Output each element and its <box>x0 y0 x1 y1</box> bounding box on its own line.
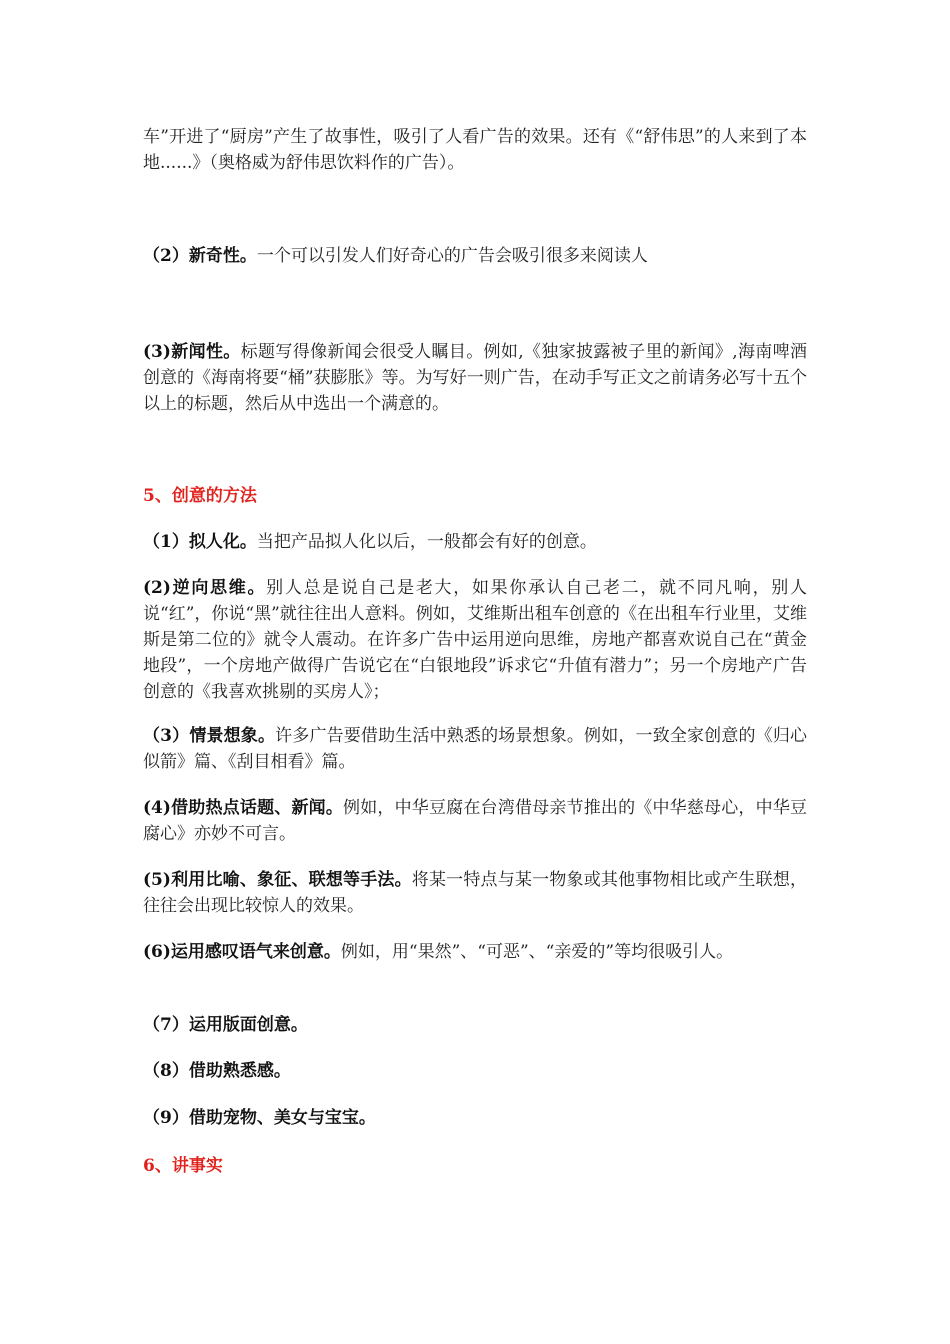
list-item <box>143 529 807 555</box>
list-item <box>143 795 807 847</box>
item-text: 许多广告要借助生活中熟悉的场景想象。例如，一致全家创意的《归心似箭》篇、《刮目相看》篇。 <box>143 726 807 772</box>
list-item <box>143 867 807 919</box>
list-item <box>143 1058 807 1084</box>
list-item <box>143 1105 807 1131</box>
paragraph-continuation <box>143 124 807 176</box>
paragraph-text: 车”开进了“厨房”产生了故事性，吸引了人看广告的效果。还有《“舒伟思”的人来到了本地......》（奥格威为舒伟思饮料作的广告）。 <box>143 127 807 173</box>
item-heading: （2）新奇性。 <box>143 246 257 266</box>
item-heading: （3）情景想象。 <box>143 726 276 746</box>
list-item <box>143 723 807 775</box>
item-text: 将某一特点与某一物象或其他事物相比或产生联想，往往会出现比较惊人的效果。 <box>143 870 808 916</box>
list-item <box>143 575 807 705</box>
item-heading: (6)运用感叹语气来创意。 <box>143 942 341 962</box>
item-text: 别人总是说自己是老大，如果你承认自己老二，就不同凡响，别人说“红”，你说“黑”就往往出人意料。例如，艾维斯出租车创意的《在出租车行业里，艾维斯是第二位的》就令人震动。在许多广告中运用逆向思维，房地产都喜欢说自己在“黄金地段”，一个房地产做得广告说它在“白银地段”诉求它“升值有潜力”；另一个房地产广告创意的《我喜欢挑剔的买房人》； <box>143 578 807 702</box>
item-text: 例如，中华豆腐在台湾借母亲节推出的《中华慈母心，中华豆腐心》亦妙不可言。 <box>143 798 808 844</box>
item-text: 例如，用“果然”、“可恶”、“亲爱的”等均很吸引人。 <box>340 942 734 962</box>
item-text: 当把产品拟人化以后，一般都会有好的创意。 <box>256 532 597 552</box>
item-heading: (4)借助热点话题、新闻。 <box>143 798 344 818</box>
section-heading-facts: 6、讲事实 <box>143 1156 223 1176</box>
item-heading: （7）运用版面创意。 <box>143 1015 308 1035</box>
paragraph-novelty <box>143 243 807 269</box>
item-heading: (2)逆向思维。 <box>143 578 267 598</box>
paragraph-newsworthiness <box>143 339 807 417</box>
item-text: 一个可以引发人们好奇心的广告会吸引很多来阅读人 <box>256 246 648 266</box>
item-text: 标题写得像新闻会很受人瞩目。例如,《独家披露被子里的新闻》,海南啤酒创意的《海南将要“桶”获膨胀》等。为写好一则广告，在动手写正文之前请务必写十五个以上的标题，然后从中选出一个满意的。 <box>143 342 807 414</box>
item-heading: （1）拟人化。 <box>143 532 257 552</box>
list-item <box>143 939 807 965</box>
item-heading: （9）借助宠物、美女与宝宝。 <box>143 1108 376 1128</box>
item-heading: (3)新闻性。 <box>143 342 241 362</box>
item-heading: （8）借助熟悉感。 <box>143 1061 291 1081</box>
section-heading-creative-methods: 5、创意的方法 <box>143 486 257 506</box>
list-item <box>143 1012 807 1038</box>
item-heading: (5)利用比喻、象征、联想等手法。 <box>143 870 412 890</box>
